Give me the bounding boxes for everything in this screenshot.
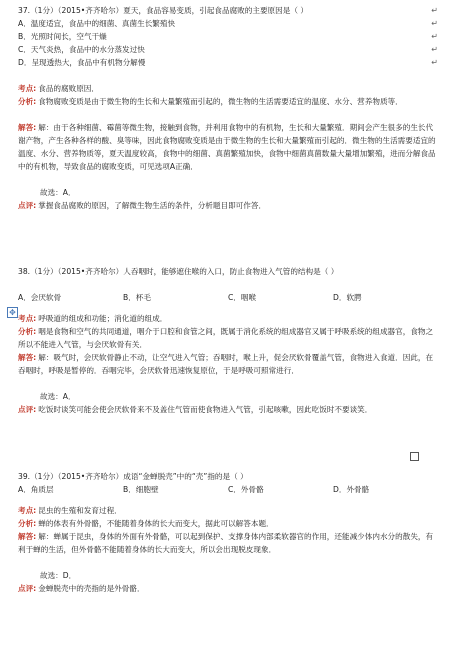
q37-dianping: 点评: 掌握食品腐败的原因，了解微生物生活的条件，分析题目即可作答． <box>18 201 267 210</box>
q38-dianping: 点评: 吃饭时谈笑可能会使会厌软骨来不及盖住气管而使食物进入气管，引起咳嗽，因此吃饭时不要谈笑． <box>18 405 373 414</box>
q38-option-c: C．咽喉 <box>228 293 257 302</box>
q37-option-d: D．呈现透热大，食品中有机物分解慢 ↵ <box>18 58 438 67</box>
q39-stem: 39.（1分）（2015•齐齐哈尔）成语“金蝉脱壳”中的“壳”指的是（ ） <box>18 472 248 481</box>
table-move-handle-icon[interactable]: ✥ <box>7 307 18 318</box>
paragraph-mark-icon: ↵ <box>431 45 438 54</box>
paragraph-mark-icon: ↵ <box>431 6 438 15</box>
q39-options <box>18 483 438 496</box>
q38-answer: 故选：A． <box>40 392 76 401</box>
paragraph-mark-icon: ↵ <box>431 58 438 67</box>
question-39 <box>18 470 438 595</box>
q39-option-b: B．细胞壁 <box>123 485 159 494</box>
blank-line <box>18 304 438 312</box>
q38-stem: 38.（1分）（2015•齐齐哈尔）人吞咽时，能够遮住喉的入口，防止食物进入气管的结构是（ ） <box>18 267 339 276</box>
paragraph-mark-icon: ↵ <box>431 19 438 28</box>
q37-kaodian: 考点: 食品的腐败原因． <box>18 84 99 93</box>
paragraph-mark-icon: ↵ <box>431 32 438 41</box>
q38-kaodian: 考点: 呼吸道的组成和功能；消化道的组成． <box>18 314 168 323</box>
q39-option-c: C．外骨骼 <box>228 485 264 494</box>
q39-jieda: 解答: 解：蝉属于昆虫，身体的外面有外骨骼，可以起到保护、支撑身体内部柔软器官的作用，还能减少体内水分的散失，有利于蝉的生活，但外骨骼不能随着身体的长大而变大，所以会出现脱皮现象． <box>18 532 434 554</box>
small-square-icon <box>410 452 419 461</box>
q39-option-d: D．外骨骼 <box>333 485 370 494</box>
q38-jieda: 解答: 解：吸气时，会厌软骨静止不动，让空气进入气管；吞咽时，喉上升，促会厌软骨覆盖气管，食物进入食道．因此，在吞咽时，呼吸是暂停的．吞咽完毕，会厌软骨迅速恢复原位，于是呼吸可照常进行． <box>18 353 434 375</box>
q39-answer: 故选：D． <box>40 571 77 580</box>
q37-answer: 故选：A． <box>40 188 76 197</box>
q37-option-b: B．光照时间长，空气干燥 ↵ <box>18 32 438 41</box>
q38-options <box>18 291 438 304</box>
q38-fenxi: 分析: 咽是食物和空气的共同通道，咽介于口腔和食管之间，既属于消化系统的组成器官又属于呼吸系统的组成器官，食物之所以不能进入气管，与会厌软骨有关． <box>18 327 434 349</box>
q37-jieda: 解答: 解：由于各种细菌、霉菌等微生物，接触到食物，并利用食物中的有机物，生长和大量繁殖．期间会产生很多的生长代谢产物，产生各种各样的酸、臭等味，因此食物腐败变质是由于微生物的生长和大量繁殖而引起的．微生物的生活需要适宜的温度、水分、营养物质等，夏天温度较高，食物中的细菌、真菌繁殖加快，食物中细菌真菌数量大量增加繁殖，进而分解食品中的有机物，导致食品的腐败变质，可见选项A正确． <box>18 123 436 171</box>
q39-option-a: A．角质层 <box>18 485 54 494</box>
q38-option-b: B．杯毛 <box>123 293 151 302</box>
q37-option-a: A．温度适宜，食品中的细菌、真菌生长繁殖快 ↵ <box>18 19 438 28</box>
question-37 <box>18 4 438 212</box>
q38-option-d: D．软腭 <box>333 293 362 302</box>
blank-line <box>18 496 438 504</box>
q37-fenxi: 分析: 食物腐败变质是由于微生物的生长和大量繁殖而引起的，微生物的生活需要适宜的温度、水分、营养物质等． <box>18 97 403 106</box>
q39-kaodian: 考点: 昆虫的生殖和发育过程． <box>18 506 122 515</box>
q38-option-a: A．会厌软骨 <box>18 293 62 302</box>
blank-line <box>18 69 438 82</box>
q39-dianping: 点评: 金蝉脱壳中的壳指的是外骨骼． <box>18 584 145 593</box>
q37-stem: 37.（1分）（2015•齐齐哈尔）夏天，食品容易变质，引起食品腐败的主要原因是（ ） ↵ <box>18 6 438 15</box>
q39-fenxi: 分析: 蝉的体表有外骨骼，不能随着身体的长大而变大，据此可以解答本题． <box>18 519 274 528</box>
q37-option-c: C．天气炎热，食品中的水分蒸发过快 ↵ <box>18 45 438 54</box>
question-38 <box>18 265 438 429</box>
